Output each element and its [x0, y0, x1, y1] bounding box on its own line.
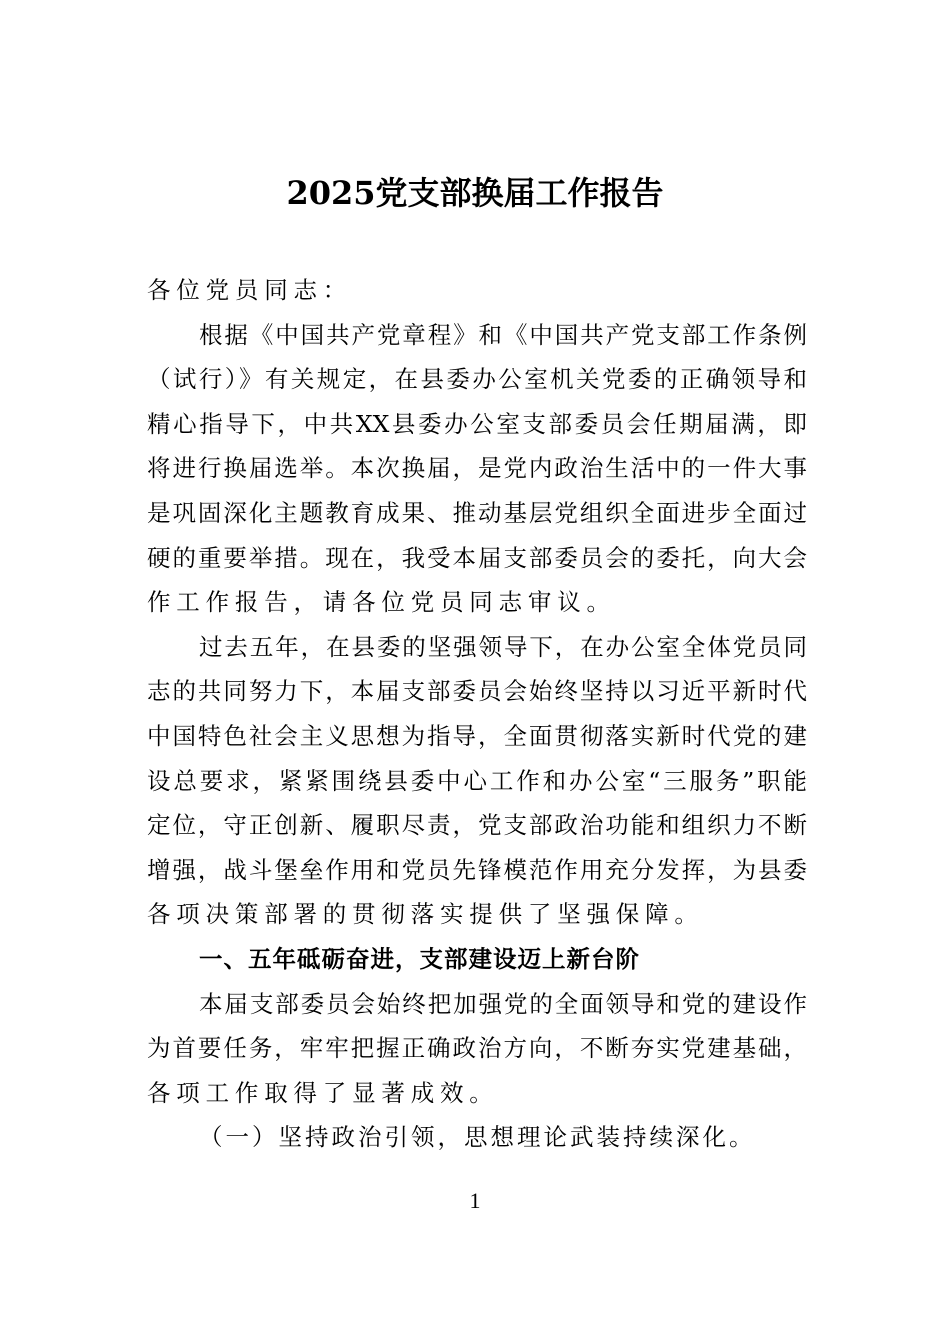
subsection-heading: （一）坚持政治引领，思想理论武装持续深化。 — [199, 1123, 756, 1152]
paragraph-line: 定位，守正创新、履职尽责，党支部政治功能和组织力不断 — [147, 811, 807, 840]
document-title: 2025党支部换届工作报告 — [286, 174, 664, 212]
paragraph-line: 过去五年，在县委的坚强领导下，在办公室全体党员同 — [199, 632, 807, 661]
paragraph-line: 精心指导下，中共XX县委办公室支部委员会任期届满，即 — [147, 409, 807, 438]
salutation: 各位党员同志： — [147, 276, 353, 304]
section-heading: 一、五年砥砺奋进，支部建设迈上新台阶 — [199, 944, 640, 973]
paragraph-line: 作工作报告，请各位党员同志审议。 — [147, 588, 616, 617]
paragraph-line: 中国特色社会主义思想为指导，全面贯彻落实新时代党的建 — [147, 721, 807, 750]
paragraph-line: 增强，战斗堡垒作用和党员先锋模范作用充分发挥，为县委 — [147, 855, 807, 884]
page-number: 1 — [469, 1188, 481, 1213]
paragraph-line: （试行）》有关规定，在县委办公室机关党委的正确领导和 — [147, 365, 807, 394]
paragraph-line: 是巩固深化主题教育成果、推动基层党组织全面进步全面过 — [147, 498, 807, 527]
paragraph-line: 志的共同努力下，本届支部委员会始终坚持以习近平新时代 — [147, 677, 807, 706]
paragraph-line: 将进行换届选举。本次换届，是党内政治生活中的一件大事 — [147, 454, 807, 483]
paragraph-line: 本届支部委员会始终把加强党的全面领导和党的建设作 — [199, 989, 807, 1018]
paragraph-line: 各项决策部署的贯彻落实提供了坚强保障。 — [147, 900, 704, 929]
paragraph-line: 各项工作取得了显著成效。 — [147, 1078, 499, 1107]
paragraph-line: 根据《中国共产党章程》和《中国共产党支部工作条例 — [199, 320, 807, 349]
paragraph-line: 设总要求，紧紧围绕县委中心工作和办公室“三服务”职能 — [147, 766, 807, 795]
paragraph-line: 为首要任务，牢牢把握正确政治方向，不断夯实党建基础， — [147, 1034, 807, 1063]
paragraph-line: 硬的重要举措。现在，我受本届支部委员会的委托，向大会 — [147, 543, 807, 572]
document-body — [147, 268, 807, 1160]
